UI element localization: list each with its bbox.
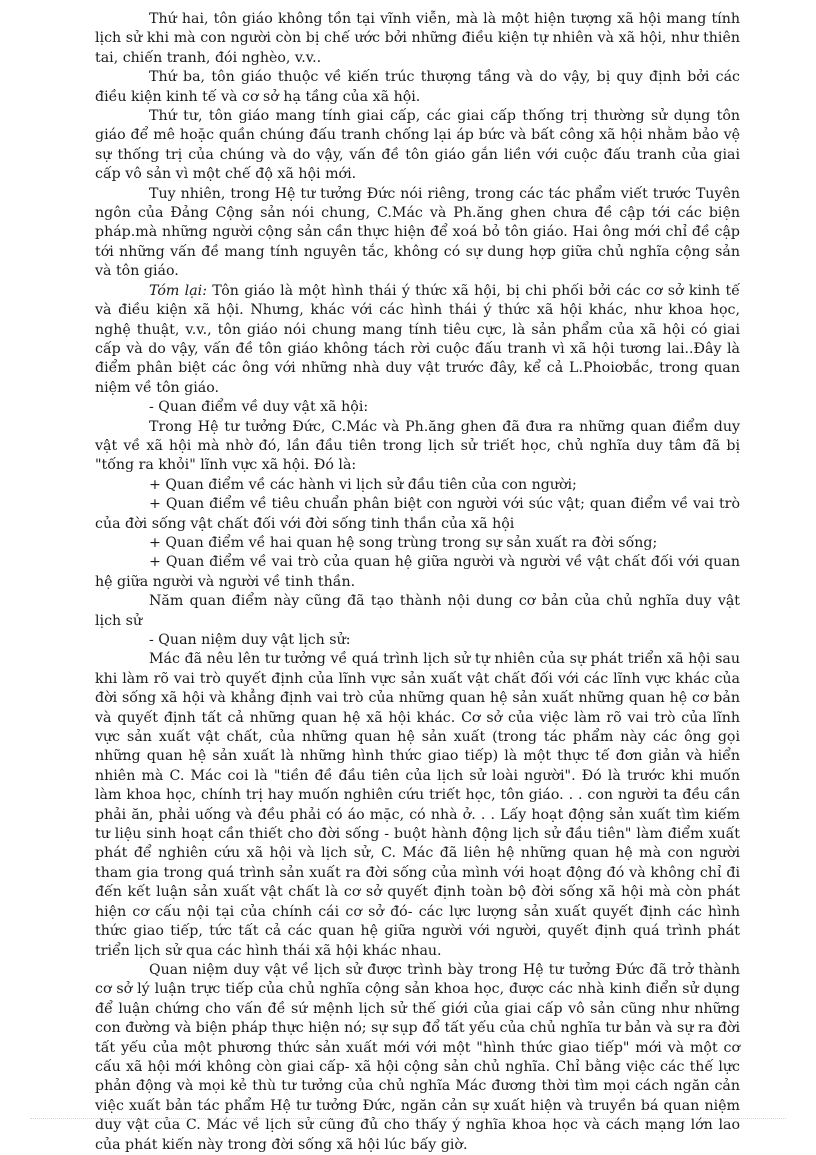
paragraph-summary	[95, 282, 740, 398]
page-bottom-divider	[30, 1118, 786, 1119]
list-item: + Quan điểm về hai quan hệ song trùng trong sự sản xuất ra đời sống;	[149, 534, 658, 551]
list-item: + Quan điểm về các hành vi lịch sử đầu tiên của con người;	[149, 476, 577, 493]
paragraph-section1-intro: Trong Hệ tư tưởng Đức, C.Mác và Ph.ăng ghen đã đưa ra những quan điểm duy vật về xã hội mà nhờ đó, lần đầu tiên trong lịch sử triết học, chủ nghĩa duy tâm đã bị "tống ra khỏi" lĩnh vực xã hội. Đó là:	[95, 418, 740, 474]
paragraph-section2-second: Quan niệm duy vật về lịch sử được trình bày trong Hệ tư tưởng Đức đã trở thành cơ sở lý luận trực tiếp của chủ nghĩa cộng sản khoa học, được các nhà kinh điển sử dụng để luận chứng cho vấn đề sứ mệnh lịch sử thế giới của giai cấp vô sản cũng như những con đường và biện pháp thực hiện nó; sự sụp đổ tất yếu của chủ nghĩa tư bản và sự ra đời tất yếu của một phương thức sản xuất mới với một "hình thức giao tiếp" mới và một cơ cấu xã hội mới không còn giai cấp- xã hội cộng sản chủ nghĩa. Chỉ bằng việc các thế lực phản động và mọi kẻ thù tư tưởng của chủ nghĩa Mác đương thời tìm mọi cách ngăn cản việc xuất bản tác phẩm Hệ tư tưởng Đức, ngăn cản sự xuất hiện và truyền bá quan niệm duy vật của C. Mác về lịch sử cũng đủ cho thấy ý nghĩa khoa học và cách mạng lớn lao của phát kiến này trong đời sống xã hội lúc bấy giờ.	[95, 961, 740, 1153]
document-page	[95, 10, 740, 1155]
paragraph-third-point: Thứ ba, tôn giáo thuộc về kiến trúc thượng tầng và do vậy, bị quy định bởi các điều kiện kinh tế và cơ sở hạ tầng của xã hội.	[95, 69, 740, 105]
list-item: + Quan điểm về tiêu chuẩn phân biệt con người với súc vật; quan điểm về vai trò của đời sống vật chất đối với đời sống tinh thần của xã hội	[95, 496, 740, 532]
paragraph-fourth-point: Thứ tư, tôn giáo mang tính giai cấp, các giai cấp thống trị thường sử dụng tôn giáo để mê hoặc quần chúng đấu tranh chống lại áp bức và bất công xã hội nhằm bảo vệ sự thống trị của chúng và do vậy, vấn đề tôn giáo gắn liền với cuộc đấu tranh của giai cấp vô sản vì một chế độ xã hội mới.	[95, 108, 740, 183]
paragraph-section2-first: Mác đã nêu lên tư tưởng về quá trình lịch sử tự nhiên của sự phát triển xã hội sau khi làm rõ vai trò quyết định của lĩnh vực sản xuất vật chất đối với các lĩnh vực khác của đời sống xã hội và khẳng định vai trò của những quan hệ sản xuất những quan hệ cơ bản và quyết định tất cả những quan hệ xã hội khác. Cơ sở của việc làm rõ vai trò của lĩnh vực sản xuất vật chất, của những quan hệ sản xuất (trong tác phẩm này các ông gọi những quan hệ sản xuất là những hình thức giao tiếp) là một thực tế đơn giản và hiển nhiên mà C. Mác coi là "tiền đề đầu tiên của lịch sử loài người". Đó là trước khi muốn làm khoa học, chính trị hay muốn nghiên cứu triết học, tôn giáo. . . con người ta đều cần phải ăn, phải uống và đều phải có áo mặc, có nhà ở. . . Lấy hoạt động sản xuất tìm kiếm tư liệu sinh hoạt cần thiết cho đời sống - buột hành động lịch sử đầu tiên" làm điểm xuất phát để nghiên cứu xã hội và lịch sử, C. Mác đã liên hệ những quan hệ mà con người tham gia trong quá trình sản xuất ra đời sống của mình với hoạt động đó và không chỉ đi đến kết luận sản xuất vật chất là cơ sở quyết định toàn bộ đời sống xã hội mà còn phát hiện cơ cấu nội tại của chính cái cơ sở đó- các lực lượng sản xuất quyết định các hình thức giao tiếp, tức tất cả các quan hệ giữa người với người, quyết định quá trình phát triển lịch sử qua các hình thái xã hội khác nhau.	[95, 651, 740, 959]
paragraph-however: Tuy nhiên, trong Hệ tư tưởng Đức nói riêng, trong các tác phẩm viết trước Tuyên ngôn của Đảng Cộng sản nói chung, C.Mác và Ph.ăng ghen chưa đề cập tới các biện pháp.mà những người cộng sản cần thực hiện để xoá bỏ tôn giáo. Hai ông mới chỉ đề cập tới những vấn đề mang tính nguyên tắc, không có sự dung hợp giữa chủ nghĩa cộng sản và tôn giáo.	[95, 185, 740, 280]
list-item: + Quan điểm về vai trò của quan hệ giữa người và người về vật chất đối với quan hệ giữa người và người về tinh thần.	[95, 554, 740, 590]
paragraph-second-point: Thứ hai, tôn giáo không tồn tại vĩnh viễn, mà là một hiện tượng xã hội mang tính lịch sử khi mà con người còn bị chế ước bởi những điều kiện tự nhiên và xã hội, như thiên tai, chiến tranh, đói nghèo, v.v..	[95, 11, 740, 66]
paragraph-section1-conclusion: Năm quan điểm này cũng đã tạo thành nội dung cơ bản của chủ nghĩa duy vật lịch sử	[95, 593, 740, 629]
section-heading-social-materialism: - Quan điểm về duy vật xã hội:	[149, 399, 369, 416]
summary-lead: Tóm lại:	[149, 282, 207, 299]
summary-text: Tôn giáo là một hình thái ý thức xã hội, bị chi phối bởi các cơ sở kinh tế và điều kiện xã hội. Nhưng, khác với các hình thái ý thức xã hội khác, như khoa học, nghệ thuật, v.v., tôn giáo nói chung mang tính tiêu cực, là sản phẩm của xã hội có giai cấp và do vậy, vấn đề tôn giáo không tách rời cuộc đấu tranh vì xã hội tương lai..Đây là điểm phân biệt các ông với những nhà duy vật trước đây, kể cả L.Phoiơbắc, trong quan niệm về tôn giáo.	[95, 282, 740, 396]
section-heading-historical-materialism: - Quan niệm duy vật lịch sử:	[149, 632, 351, 648]
